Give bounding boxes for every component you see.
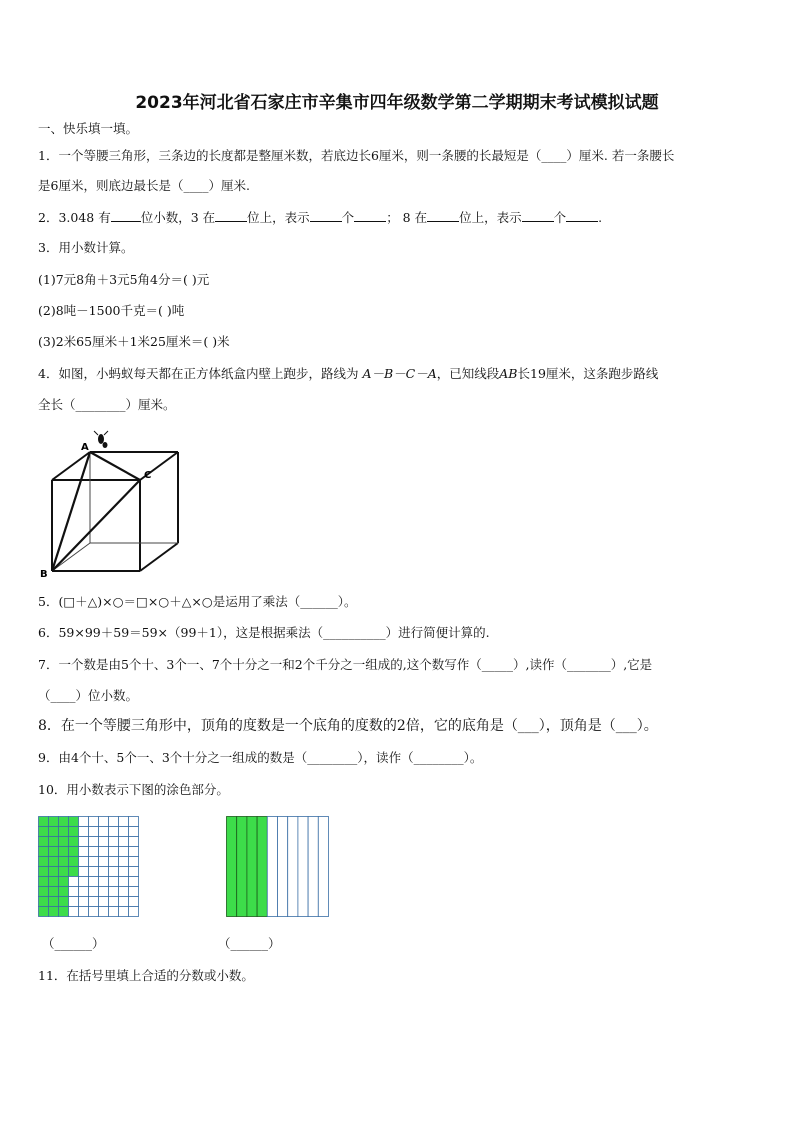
shaded-cell: [69, 827, 79, 837]
grid-cell: [89, 857, 99, 867]
answer-blank[interactable]: [354, 209, 386, 222]
grid-cell: [119, 817, 129, 827]
grid-cell: [79, 887, 89, 897]
shaded-cell: [49, 907, 59, 917]
cube-edge: [52, 452, 90, 480]
grid-cell: [69, 877, 79, 887]
question-3-sub-3: (3)2米65厘米＋1米25厘米＝( )米: [38, 334, 230, 349]
grid-cell: [119, 867, 129, 877]
grid-cell: [109, 877, 119, 887]
shaded-cell: [59, 897, 69, 907]
q4-route: A－B－C－A: [362, 366, 437, 381]
q2-part-6: 位上，表示: [459, 210, 522, 225]
question-5: 5．(□＋△)×○＝□×○＋△×○是运用了乘法（______）。: [38, 594, 357, 609]
question-3-sub-2: (2)8吨－1500千克＝( )吨: [38, 303, 185, 318]
grid-strip: [298, 817, 308, 917]
shaded-cell: [39, 867, 49, 877]
grid-cell: [119, 897, 129, 907]
shaded-cell: [59, 847, 69, 857]
question-11: 11．在括号里填上合适的分数或小数。: [38, 968, 254, 983]
section-heading: 一、快乐填一填。: [38, 121, 139, 136]
q4-part-1: 4．如图，小蚂蚁每天都在正方体纸盒内壁上跑步，路线为: [38, 366, 359, 381]
vertex-label-c: C: [144, 470, 152, 481]
grid-strip: [318, 817, 328, 917]
grid-cell: [109, 827, 119, 837]
grid-cell: [79, 857, 89, 867]
answer-2[interactable]: （______）: [218, 936, 281, 951]
shaded-cell: [59, 907, 69, 917]
grid-cell: [89, 837, 99, 847]
cube-edge: [140, 543, 178, 571]
shaded-cell: [69, 817, 79, 827]
question-1-line-1: 1．一个等腰三角形，三条边的长度都是整厘米数，若底边长6厘米，则一条腰的长最短是（____）厘米. 若一条腰长: [38, 148, 675, 163]
question-1-line-2: 是6厘米，则底边最长是（____）厘米.: [38, 178, 250, 193]
shaded-strip: [247, 817, 257, 917]
shaded-cell: [39, 847, 49, 857]
grid-cell: [89, 817, 99, 827]
q2-part-2: 位小数，3 在: [140, 210, 216, 225]
grid-cell: [129, 817, 139, 827]
answer-blank[interactable]: [522, 209, 554, 222]
tenths-grid: [226, 816, 329, 917]
grid-strip: [267, 817, 277, 917]
question-7-line-1: 7．一个数是由5个十、3个一、7个十分之一和2个千分之一组成的,这个数写作（_____）,读作（_______）,它是: [38, 657, 653, 672]
question-6: 6．59×99＋59＝59×（99＋1），这是根据乘法（__________）进行简便计算的.: [38, 625, 490, 640]
grid-cell: [99, 867, 109, 877]
shaded-cell: [39, 827, 49, 837]
grid-cell: [99, 847, 109, 857]
grid-cell: [109, 887, 119, 897]
shaded-strip: [237, 817, 247, 917]
question-7-line-2: （____）位小数。: [38, 688, 139, 703]
answer-blank[interactable]: [566, 209, 598, 222]
question-4-line-2: 全长（________）厘米。: [38, 397, 176, 412]
question-2: [38, 209, 602, 226]
shaded-strip: [257, 817, 267, 917]
grid-cell: [109, 817, 119, 827]
grid-cell: [119, 847, 129, 857]
answer-blank[interactable]: [215, 209, 247, 222]
grid-cell: [89, 827, 99, 837]
grid-cell: [119, 827, 129, 837]
grid-cell: [89, 877, 99, 887]
answer-1[interactable]: （______）: [42, 936, 105, 951]
shaded-cell: [49, 857, 59, 867]
question-3-sub-1: (1)7元8角＋3元5角4分＝( )元: [38, 272, 210, 287]
grid-cell: [129, 847, 139, 857]
shaded-cell: [49, 897, 59, 907]
grid-cell: [129, 827, 139, 837]
grid-cell: [99, 857, 109, 867]
q2-part-1: 2．3.048 有: [38, 210, 111, 225]
q4-part-2: ，已知线段: [436, 366, 500, 381]
grid-cell: [109, 867, 119, 877]
grid-cell: [99, 837, 109, 847]
grid-cell: [79, 907, 89, 917]
route-segment-ab: [52, 452, 90, 571]
grid-cell: [119, 837, 129, 847]
grid-cell: [129, 867, 139, 877]
grid-cell: [109, 907, 119, 917]
answer-blank[interactable]: [111, 209, 141, 222]
question-4-line-1: [38, 366, 658, 382]
shaded-strip: [227, 817, 237, 917]
grid-cell: [99, 907, 109, 917]
q2-part-4: 个: [341, 210, 355, 225]
shaded-cell: [39, 857, 49, 867]
shaded-cell: [49, 867, 59, 877]
grid-cell: [89, 867, 99, 877]
grid-cell: [89, 907, 99, 917]
grid-cell: [99, 817, 109, 827]
route-segment-ca: [90, 452, 140, 480]
question-9: 9．由4个十、5个一、3个十分之一组成的数是（________），读作（________）。: [38, 750, 483, 765]
shaded-cell: [39, 887, 49, 897]
grid-cell: [129, 887, 139, 897]
grid-cell: [109, 847, 119, 857]
grid-cell: [99, 887, 109, 897]
grid-cell: [109, 837, 119, 847]
grid-cell: [79, 837, 89, 847]
shaded-cell: [39, 907, 49, 917]
shaded-cell: [59, 887, 69, 897]
shaded-cell: [39, 837, 49, 847]
ant-icon: [94, 431, 108, 448]
shaded-cell: [59, 857, 69, 867]
grid-cell: [89, 897, 99, 907]
grid-cell: [99, 877, 109, 887]
grid-cell: [109, 857, 119, 867]
grid-cell: [79, 897, 89, 907]
grid-cell: [119, 877, 129, 887]
answer-blank[interactable]: [310, 209, 342, 222]
vertex-label-b: B: [40, 569, 48, 580]
shaded-cell: [69, 867, 79, 877]
grid-cell: [129, 857, 139, 867]
route-segment-bc: [52, 480, 140, 571]
hundred-grid: [38, 816, 139, 917]
shaded-cell: [49, 827, 59, 837]
question-10-stem: 10．用小数表示下图的涂色部分。: [38, 782, 229, 797]
shaded-cell: [39, 897, 49, 907]
shaded-cell: [59, 817, 69, 827]
grid-cell: [129, 837, 139, 847]
q2-part-3: 位上，表示: [247, 210, 310, 225]
answer-blank[interactable]: [427, 209, 459, 222]
question-8: 8．在一个等腰三角形中，顶角的度数是一个底角的度数的2倍，它的底角是（___），顶角是（___）。: [38, 718, 658, 734]
q4-segment: AB: [499, 366, 518, 381]
q2-part-7: 个: [553, 210, 567, 225]
grid-cell: [79, 817, 89, 827]
grid-cell: [89, 887, 99, 897]
grid-cell: [99, 827, 109, 837]
cube-figure: [38, 425, 186, 580]
shaded-cell: [39, 817, 49, 827]
question-3-stem: 3．用小数计算。: [38, 240, 134, 255]
grid-cell: [69, 897, 79, 907]
shaded-cell: [49, 837, 59, 847]
grid-cell: [89, 847, 99, 857]
shaded-cell: [49, 877, 59, 887]
grid-cell: [129, 897, 139, 907]
grid-cell: [79, 867, 89, 877]
q2-part-5: ； 8 在: [386, 210, 428, 225]
shaded-cell: [59, 837, 69, 847]
shaded-cell: [59, 827, 69, 837]
vertex-label-a: A: [81, 442, 89, 453]
grid-cell: [69, 907, 79, 917]
cube-hidden-edge: [52, 543, 90, 571]
shaded-cell: [69, 857, 79, 867]
shaded-cell: [39, 877, 49, 887]
grid-strip: [308, 817, 318, 917]
grid-cell: [79, 877, 89, 887]
shaded-cell: [59, 867, 69, 877]
grid-cell: [79, 847, 89, 857]
grid-cell: [119, 887, 129, 897]
grid-strip: [278, 817, 288, 917]
q2-part-8: .: [598, 210, 603, 225]
grid-cell: [129, 907, 139, 917]
grid-cell: [69, 887, 79, 897]
grid-cell: [99, 897, 109, 907]
q4-part-3: 长19厘米，这条跑步路线: [517, 366, 659, 381]
grid-cell: [119, 857, 129, 867]
shaded-cell: [49, 817, 59, 827]
grid-cell: [129, 877, 139, 887]
page-title: 2023年河北省石家庄市辛集市四年级数学第二学期期末考试模拟试题: [135, 93, 659, 113]
grid-cell: [109, 897, 119, 907]
shaded-cell: [69, 837, 79, 847]
shaded-cell: [49, 847, 59, 857]
shaded-cell: [49, 887, 59, 897]
grid-cell: [119, 907, 129, 917]
shaded-cell: [69, 847, 79, 857]
grid-cell: [79, 827, 89, 837]
shaded-cell: [59, 877, 69, 887]
grid-strip: [288, 817, 298, 917]
